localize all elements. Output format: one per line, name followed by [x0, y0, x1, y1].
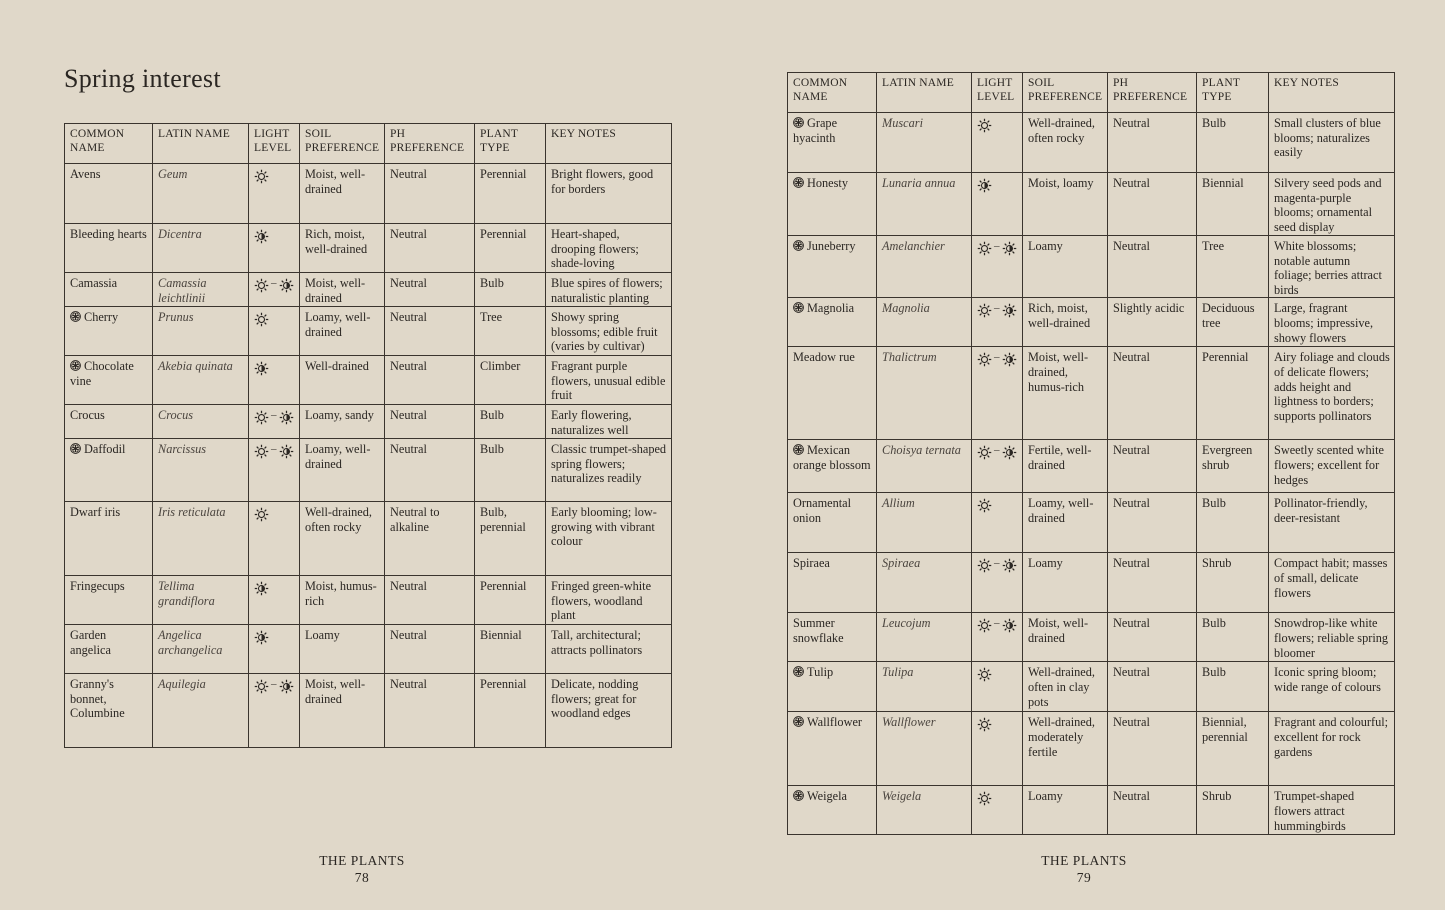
ph-preference: Neutral to alkaline: [385, 502, 475, 576]
light-level: [972, 440, 1023, 493]
common-name: Meadow rue: [793, 350, 855, 365]
common-name: Summer snowflake: [793, 616, 844, 645]
common-name-cell: [788, 347, 877, 440]
common-name: Tulip: [807, 665, 834, 680]
plant-type: Shrub: [1197, 786, 1269, 835]
table-row: [788, 712, 1395, 786]
latin-name: Wallflower: [877, 712, 972, 786]
sun-icon: [254, 278, 269, 293]
key-notes: Airy foliage and clouds of delicate flowers; adds height and lightness to borders; supports pollinators: [1269, 347, 1395, 440]
range-separator: –: [994, 444, 1000, 457]
column-header: PLANT TYPE: [1197, 73, 1269, 113]
key-notes: Fringed green-white flowers, woodland plant: [546, 576, 672, 625]
soil-preference: Moist, well-drained: [300, 273, 385, 307]
common-name: Wallflower: [807, 715, 863, 730]
table-row: [788, 113, 1395, 173]
table-row: [788, 662, 1395, 712]
flower-icon: [793, 666, 804, 677]
sun-icon: [977, 303, 992, 318]
soil-preference: Moist, well-drained: [1023, 613, 1108, 662]
light-level: [972, 662, 1023, 712]
table-row: [65, 224, 672, 273]
latin-name: Camassia leichtlinii: [153, 273, 249, 307]
common-name: Cherry: [84, 310, 119, 324]
half-sun-icon: [279, 444, 294, 459]
ph-preference: Neutral: [385, 224, 475, 273]
ph-preference: Neutral: [1108, 553, 1197, 613]
plant-table-right: [787, 72, 1395, 835]
half-sun-icon: [279, 278, 294, 293]
plant-type: Climber: [475, 356, 546, 405]
common-name-cell: [788, 440, 877, 493]
common-name-cell: [65, 674, 153, 748]
flower-icon: [793, 177, 804, 188]
column-header: SOIL PREFERENCE: [300, 124, 385, 164]
light-level: [249, 502, 300, 576]
plant-type: Perennial: [475, 674, 546, 748]
half-sun-icon: [279, 410, 294, 425]
light-level: [972, 113, 1023, 173]
table-row: [65, 164, 672, 224]
ph-preference: Neutral: [1108, 173, 1197, 236]
table-row: [788, 786, 1395, 835]
key-notes: Compact habit; masses of small, delicate flowers: [1269, 553, 1395, 613]
light-level: [249, 576, 300, 625]
footer-section: THE PLANTS: [319, 853, 405, 868]
column-header: PH PREFERENCE: [385, 124, 475, 164]
common-name-cell: [65, 502, 153, 576]
latin-name: Dicentra: [153, 224, 249, 273]
common-name-cell: [788, 712, 877, 786]
key-notes: Early flowering, naturalizes well: [546, 405, 672, 439]
ph-preference: Neutral: [1108, 786, 1197, 835]
common-name-cell: [788, 613, 877, 662]
plant-type: Shrub: [1197, 553, 1269, 613]
ph-preference: Neutral: [1108, 113, 1197, 173]
flower-icon: [793, 444, 804, 455]
table-row: [65, 576, 672, 625]
soil-preference: Loamy: [1023, 236, 1108, 298]
common-name: Grape hyacinth: [793, 116, 838, 145]
table-row: [788, 347, 1395, 440]
light-level: [249, 356, 300, 405]
table-row: [65, 674, 672, 748]
sun-icon: [977, 791, 992, 806]
sun-icon: [254, 169, 269, 184]
table-row: [788, 613, 1395, 662]
half-sun-icon: [977, 178, 992, 193]
latin-name: Prunus: [153, 307, 249, 356]
sun-icon: [977, 445, 992, 460]
key-notes: Classic trumpet-shaped spring flowers; naturalizes readily: [546, 439, 672, 502]
ph-preference: Neutral: [1108, 493, 1197, 553]
common-name: Chocolate vine: [70, 359, 134, 388]
flower-icon: [70, 311, 81, 322]
range-separator: –: [271, 443, 277, 455]
latin-name: Tulipa: [877, 662, 972, 712]
range-separator: –: [994, 240, 1000, 252]
common-name-cell: [788, 173, 877, 236]
latin-name: Amelanchier: [877, 236, 972, 298]
latin-name: Allium: [877, 493, 972, 553]
table-row: [65, 307, 672, 356]
flower-icon: [793, 790, 804, 801]
table-row: [788, 493, 1395, 553]
soil-preference: Loamy, well-drained: [1023, 493, 1108, 553]
soil-preference: Loamy: [300, 625, 385, 674]
soil-preference: Well-drained, moderately fertile: [1023, 712, 1108, 786]
common-name-cell: [65, 625, 153, 674]
half-sun-icon: [1002, 558, 1017, 573]
table-row: [65, 405, 672, 439]
column-header: SOIL PREFERENCE: [1023, 73, 1108, 113]
ph-preference: Neutral: [1108, 662, 1197, 712]
common-name-cell: [788, 236, 877, 298]
ph-preference: Neutral: [385, 674, 475, 748]
light-level: [972, 236, 1023, 298]
latin-name: Spiraea: [877, 553, 972, 613]
soil-preference: Well-drained: [300, 356, 385, 405]
sun-icon: [254, 410, 269, 425]
common-name: Juneberry: [807, 239, 856, 253]
sun-icon: [977, 667, 992, 682]
half-sun-icon: [254, 581, 269, 596]
plant-type: Evergreen shrub: [1197, 440, 1269, 493]
key-notes: White blossoms; notable autumn foliage; berries attract birds: [1269, 236, 1395, 298]
plant-type: Perennial: [1197, 347, 1269, 440]
column-header: PLANT TYPE: [475, 124, 546, 164]
common-name: Spiraea: [793, 556, 830, 571]
plant-type: Biennial: [1197, 173, 1269, 236]
ph-preference: Neutral: [385, 164, 475, 224]
column-header: LATIN NAME: [153, 124, 249, 164]
key-notes: Silvery seed pods and magenta-purple blooms; ornamental seed display: [1269, 173, 1395, 236]
latin-name: Weigela: [877, 786, 972, 835]
soil-preference: Moist, well-drained: [300, 674, 385, 748]
ph-preference: Neutral: [385, 307, 475, 356]
soil-preference: Well-drained, often in clay pots: [1023, 662, 1108, 712]
ph-preference: Neutral: [1108, 613, 1197, 662]
common-name-cell: [788, 662, 877, 712]
half-sun-icon: [254, 229, 269, 244]
soil-preference: Well-drained, often rocky: [300, 502, 385, 576]
key-notes: Heart-shaped, drooping flowers; shade-loving: [546, 224, 672, 273]
ph-preference: Neutral: [1108, 712, 1197, 786]
sun-icon: [977, 558, 992, 573]
key-notes: Small clusters of blue blooms; naturalizes easily: [1269, 113, 1395, 173]
page-footer-right: [984, 852, 1184, 886]
light-level: [972, 553, 1023, 613]
range-separator: –: [271, 678, 277, 690]
column-header: KEY NOTES: [1269, 73, 1395, 113]
common-name: Daffodil: [84, 442, 126, 456]
light-level: [972, 786, 1023, 835]
light-level: [972, 298, 1023, 347]
common-name: Avens: [70, 167, 101, 181]
half-sun-icon: [254, 361, 269, 376]
light-level: [249, 307, 300, 356]
latin-name: Thalictrum: [877, 347, 972, 440]
soil-preference: Loamy, sandy: [300, 405, 385, 439]
common-name: Dwarf iris: [70, 505, 121, 519]
table-row: [65, 356, 672, 405]
ph-preference: Neutral: [1108, 347, 1197, 440]
common-name: Mexican orange blossom: [793, 443, 871, 472]
ph-preference: Slightly acidic: [1108, 298, 1197, 347]
range-separator: –: [994, 617, 1000, 630]
common-name: Garden angelica: [70, 628, 111, 657]
page-footer-left: [262, 852, 462, 886]
page-title: Spring interest: [64, 64, 221, 93]
common-name-cell: [65, 576, 153, 625]
half-sun-icon: [1002, 241, 1017, 256]
plant-type: Perennial: [475, 164, 546, 224]
plant-type: Tree: [1197, 236, 1269, 298]
common-name: Ornamental onion: [793, 496, 852, 525]
plant-type: Bulb: [475, 405, 546, 439]
key-notes: Delicate, nodding flowers; great for woodland edges: [546, 674, 672, 748]
latin-name: Aquilegia: [153, 674, 249, 748]
half-sun-icon: [1002, 303, 1017, 318]
common-name-cell: [788, 113, 877, 173]
ph-preference: Neutral: [385, 273, 475, 307]
sun-icon: [254, 507, 269, 522]
light-level: [972, 712, 1023, 786]
key-notes: Iconic spring bloom; wide range of colours: [1269, 662, 1395, 712]
plant-type: Bulb, perennial: [475, 502, 546, 576]
common-name-cell: [788, 493, 877, 553]
key-notes: Fragrant and colourful; excellent for rock gardens: [1269, 712, 1395, 786]
light-level: [972, 347, 1023, 440]
soil-preference: Moist, well-drained, humus-rich: [1023, 347, 1108, 440]
plant-type: Biennial, perennial: [1197, 712, 1269, 786]
light-level: [972, 613, 1023, 662]
table-row: [65, 625, 672, 674]
soil-preference: Rich, moist, well-drained: [300, 224, 385, 273]
table-row: [788, 236, 1395, 298]
column-header: LIGHT LEVEL: [249, 124, 300, 164]
page-number: 78: [354, 870, 370, 885]
ph-preference: Neutral: [385, 439, 475, 502]
plant-type: Bulb: [475, 273, 546, 307]
common-name: Weigela: [807, 789, 847, 804]
light-level: [972, 493, 1023, 553]
latin-name: Narcissus: [153, 439, 249, 502]
half-sun-icon: [254, 630, 269, 645]
column-header: COMMON NAME: [788, 73, 877, 113]
latin-name: Muscari: [877, 113, 972, 173]
key-notes: Blue spires of flowers; naturalistic planting: [546, 273, 672, 307]
light-level: [249, 273, 300, 307]
common-name-cell: [65, 273, 153, 307]
common-name-cell: [65, 405, 153, 439]
left-page: [0, 0, 722, 910]
common-name: Magnolia: [807, 301, 855, 316]
common-name: Fringecups: [70, 579, 125, 593]
light-level: [249, 164, 300, 224]
table-header-row: [788, 73, 1395, 113]
flower-icon: [793, 117, 804, 128]
table-row: [65, 439, 672, 502]
ph-preference: Neutral: [385, 625, 475, 674]
key-notes: Trumpet-shaped flowers attract hummingbirds: [1269, 786, 1395, 835]
light-level: [249, 439, 300, 502]
soil-preference: Loamy: [1023, 553, 1108, 613]
common-name-cell: [65, 439, 153, 502]
common-name-cell: [65, 224, 153, 273]
table-row: [788, 553, 1395, 613]
plant-type: Bulb: [1197, 613, 1269, 662]
common-name-cell: [65, 307, 153, 356]
latin-name: Magnolia: [877, 298, 972, 347]
sun-icon: [977, 618, 992, 633]
latin-name: Tellima grandiflora: [153, 576, 249, 625]
range-separator: –: [271, 277, 277, 289]
soil-preference: Moist, loamy: [1023, 173, 1108, 236]
key-notes: Pollinator-friendly, deer-resistant: [1269, 493, 1395, 553]
key-notes: Tall, architectural; attracts pollinators: [546, 625, 672, 674]
sun-icon: [977, 717, 992, 732]
ph-preference: Neutral: [385, 576, 475, 625]
range-separator: –: [994, 557, 1000, 570]
table-row: [788, 298, 1395, 347]
plant-type: Bulb: [1197, 662, 1269, 712]
ph-preference: Neutral: [385, 405, 475, 439]
flower-icon: [70, 360, 81, 371]
range-separator: –: [271, 409, 277, 421]
common-name-cell: [788, 553, 877, 613]
key-notes: Bright flowers, good for borders: [546, 164, 672, 224]
sun-icon: [977, 241, 992, 256]
key-notes: Fragrant purple flowers, unusual edible fruit: [546, 356, 672, 405]
range-separator: –: [994, 351, 1000, 364]
table-row: [65, 502, 672, 576]
latin-name: Leucojum: [877, 613, 972, 662]
latin-name: Iris reticulata: [153, 502, 249, 576]
sun-icon: [254, 679, 269, 694]
light-level: [249, 625, 300, 674]
column-header: LATIN NAME: [877, 73, 972, 113]
key-notes: Early blooming; low-growing with vibrant colour: [546, 502, 672, 576]
sun-icon: [254, 444, 269, 459]
table-header-row: [65, 124, 672, 164]
latin-name: Crocus: [153, 405, 249, 439]
ph-preference: Neutral: [385, 356, 475, 405]
key-notes: Sweetly scented white flowers; excellent for hedges: [1269, 440, 1395, 493]
soil-preference: Moist, well-drained: [300, 164, 385, 224]
latin-name: Choisya ternata: [877, 440, 972, 493]
sun-icon: [254, 312, 269, 327]
plant-table-left: [64, 123, 672, 748]
sun-icon: [977, 498, 992, 513]
soil-preference: Loamy, well-drained: [300, 439, 385, 502]
common-name: Honesty: [807, 176, 848, 190]
light-level: [249, 224, 300, 273]
latin-name: Geum: [153, 164, 249, 224]
plant-type: Perennial: [475, 576, 546, 625]
plant-type: Biennial: [475, 625, 546, 674]
soil-preference: Well-drained, often rocky: [1023, 113, 1108, 173]
plant-type: Tree: [475, 307, 546, 356]
footer-section: THE PLANTS: [1041, 853, 1127, 868]
light-level: [249, 405, 300, 439]
ph-preference: Neutral: [1108, 440, 1197, 493]
soil-preference: Loamy, well-drained: [300, 307, 385, 356]
common-name-cell: [788, 786, 877, 835]
plant-type: Bulb: [1197, 493, 1269, 553]
soil-preference: Moist, humus-rich: [300, 576, 385, 625]
half-sun-icon: [279, 679, 294, 694]
latin-name: Angelica archangelica: [153, 625, 249, 674]
common-name: Bleeding hearts: [70, 227, 147, 241]
sun-icon: [977, 118, 992, 133]
plant-type: Deciduous tree: [1197, 298, 1269, 347]
plant-type: Bulb: [1197, 113, 1269, 173]
latin-name: Akebia quinata: [153, 356, 249, 405]
half-sun-icon: [1002, 445, 1017, 460]
flower-icon: [793, 716, 804, 727]
common-name-cell: [65, 356, 153, 405]
flower-icon: [70, 443, 81, 454]
column-header: LIGHT LEVEL: [972, 73, 1023, 113]
plant-type: Perennial: [475, 224, 546, 273]
common-name: Crocus: [70, 408, 105, 422]
common-name: Camassia: [70, 276, 118, 290]
column-header: COMMON NAME: [65, 124, 153, 164]
ph-preference: Neutral: [1108, 236, 1197, 298]
sun-icon: [977, 352, 992, 367]
half-sun-icon: [1002, 352, 1017, 367]
key-notes: Large, fragrant blooms; impressive, showy flowers: [1269, 298, 1395, 347]
soil-preference: Loamy: [1023, 786, 1108, 835]
page-number: 79: [1076, 870, 1092, 885]
table-row: [788, 173, 1395, 236]
soil-preference: Fertile, well-drained: [1023, 440, 1108, 493]
common-name-cell: [788, 298, 877, 347]
right-page: [722, 0, 1445, 910]
column-header: KEY NOTES: [546, 124, 672, 164]
key-notes: Showy spring blossoms; edible fruit (varies by cultivar): [546, 307, 672, 356]
half-sun-icon: [1002, 618, 1017, 633]
plant-type: Bulb: [475, 439, 546, 502]
latin-name: Lunaria annua: [877, 173, 972, 236]
range-separator: –: [994, 302, 1000, 315]
table-row: [788, 440, 1395, 493]
table-row: [65, 273, 672, 307]
soil-preference: Rich, moist, well-drained: [1023, 298, 1108, 347]
common-name-cell: [65, 164, 153, 224]
key-notes: Snowdrop-like white flowers; reliable spring bloomer: [1269, 613, 1395, 662]
column-header: PH PREFERENCE: [1108, 73, 1197, 113]
light-level: [972, 173, 1023, 236]
light-level: [249, 674, 300, 748]
flower-icon: [793, 302, 804, 313]
common-name: Granny's bonnet, Columbine: [70, 677, 125, 721]
flower-icon: [793, 240, 804, 251]
